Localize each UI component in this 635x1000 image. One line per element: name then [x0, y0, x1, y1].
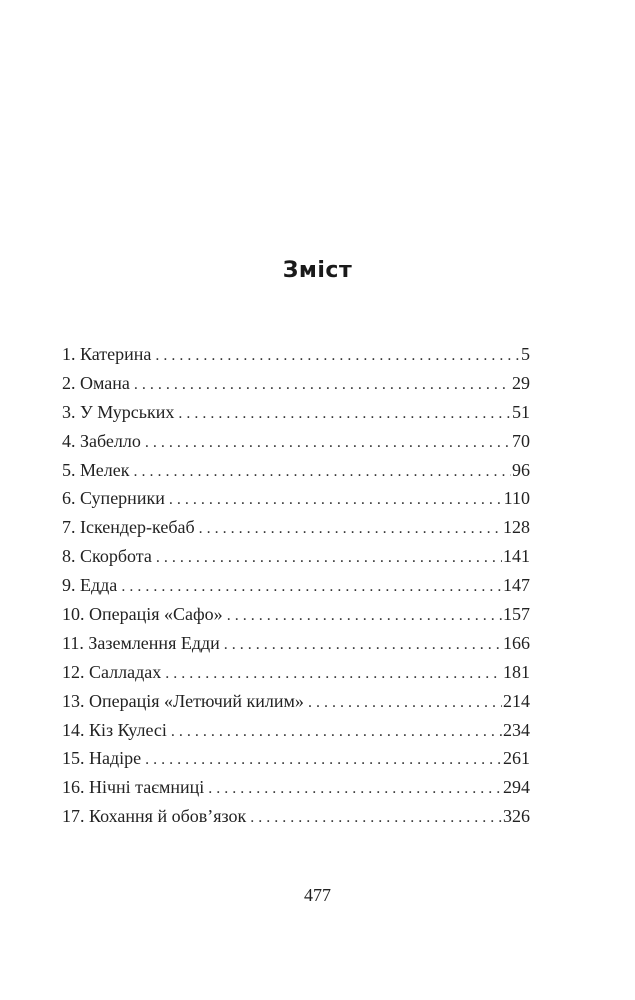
dot-leader [156, 544, 502, 573]
toc-entry-page: 51 [512, 401, 530, 422]
toc-entry-label: 14. Кіз Кулесі [62, 719, 167, 740]
toc-entry-label: 13. Операція «Летючий килим» [62, 690, 304, 711]
page-title: Зміст [282, 258, 353, 283]
dot-leader [169, 486, 503, 515]
dot-leader [133, 458, 511, 487]
toc-entry [62, 542, 530, 571]
dot-leader [208, 775, 502, 804]
dot-leader [171, 718, 502, 747]
toc-entry-label: 2. Омана [62, 372, 130, 393]
toc-entry-page: 96 [512, 459, 530, 480]
dot-leader [155, 342, 520, 371]
dot-leader [250, 804, 502, 833]
dot-leader [224, 631, 502, 660]
toc-entry-page: 5 [521, 344, 530, 364]
dot-leader [121, 573, 502, 602]
dot-leader [199, 515, 502, 544]
toc-entry [62, 340, 530, 369]
dot-leader [145, 746, 502, 775]
toc-entry-page: 294 [503, 777, 530, 798]
toc-entry-page: 157 [503, 604, 530, 625]
toc-entry [62, 427, 530, 456]
dot-leader [134, 371, 511, 400]
toc-entry-page: 147 [503, 575, 530, 596]
toc-entry-page: 70 [512, 430, 530, 451]
toc-entry [62, 571, 530, 600]
toc-entry [62, 687, 530, 716]
dot-leader [145, 429, 511, 458]
toc-entry-page: 214 [503, 690, 530, 711]
toc-entry [62, 513, 530, 542]
toc-entry-label: 11. Заземлення Едди [62, 632, 220, 653]
toc-entry-page: 29 [512, 372, 530, 393]
toc-entry [62, 802, 530, 831]
toc-entry [62, 369, 530, 398]
toc-entry-label: 15. Надіре [62, 748, 142, 769]
toc-entry [62, 484, 530, 513]
page-number: 477 [304, 885, 331, 905]
toc-entry-label: 3. У Мурських [62, 401, 175, 422]
table-of-contents [62, 340, 530, 831]
toc-entry [62, 658, 530, 687]
toc-entry-label: 10. Операція «Сафо» [62, 604, 223, 625]
toc-entry [62, 456, 530, 485]
toc-entry-page: 141 [503, 546, 530, 567]
dot-leader [178, 400, 511, 429]
toc-entry-page: 234 [503, 719, 530, 740]
toc-entry-label: 16. Нічні таємниці [62, 777, 205, 798]
toc-entry-page: 181 [503, 661, 530, 682]
dot-leader [308, 689, 502, 718]
toc-entry-page: 326 [503, 806, 530, 827]
toc-entry [62, 716, 530, 745]
toc-entry-label: 4. Забелло [62, 430, 141, 451]
toc-entry-label: 6. Суперники [62, 488, 165, 509]
toc-entry-label: 5. Мелек [62, 459, 130, 480]
toc-entry [62, 398, 530, 427]
toc-entry [62, 600, 530, 629]
toc-entry-page: 110 [503, 488, 530, 509]
toc-entry-label: 8. Скорбота [62, 546, 152, 567]
toc-entry-label: 9. Едда [62, 575, 118, 596]
toc-entry [62, 744, 530, 773]
toc-entry-label: 12. Салладах [62, 661, 162, 682]
toc-entry [62, 773, 530, 802]
toc-entry-page: 128 [503, 517, 530, 538]
toc-entry [62, 629, 530, 658]
toc-entry-page: 166 [503, 632, 530, 653]
dot-leader [227, 602, 502, 631]
toc-entry-label: 17. Кохання й обов’язок [62, 806, 247, 827]
toc-entry-label: 7. Іскендер-кебаб [62, 517, 195, 538]
dot-leader [165, 660, 502, 689]
toc-entry-label: 1. Катерина [62, 344, 152, 364]
toc-entry-page: 261 [503, 748, 530, 769]
